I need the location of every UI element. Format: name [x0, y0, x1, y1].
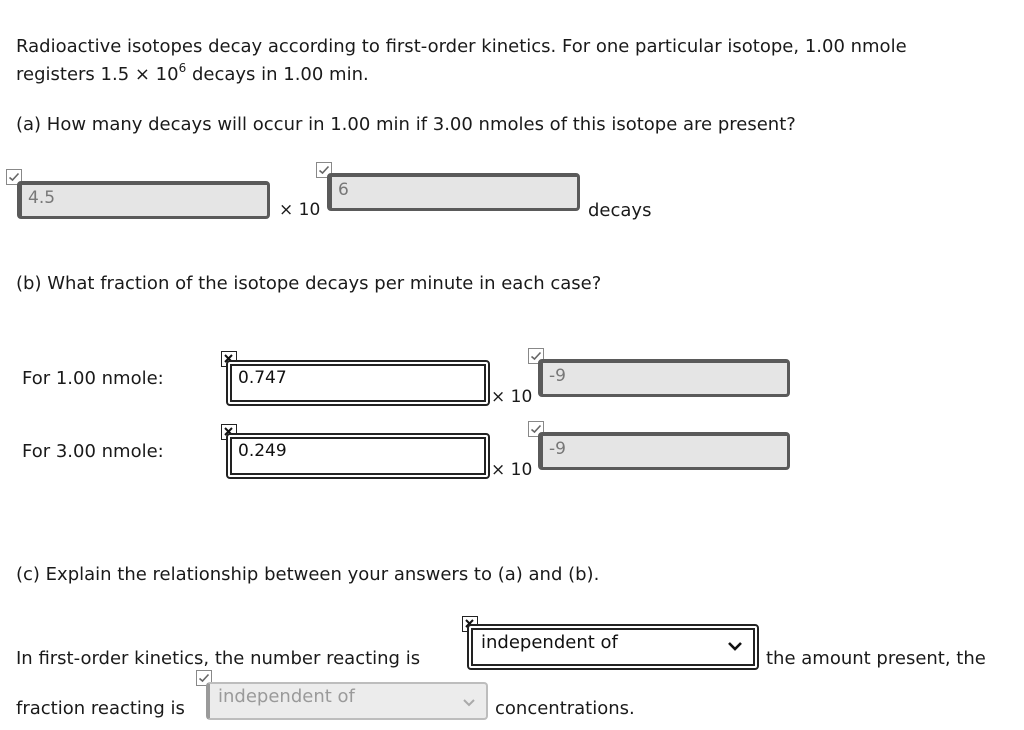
part-c-question: (c) Explain the relationship between your answers to (a) and (b).: [16, 564, 600, 585]
intro-line-1: Radioactive isotopes decay according to first-order kinetics. For one particular isotope, 1.00 nmole: [16, 36, 907, 57]
part-b-row-1-exponent-value: -9: [549, 366, 566, 386]
part-b-row-2-mantissa-value: 0.249: [238, 441, 287, 461]
part-c-select-2-value: independent of: [218, 686, 355, 707]
intro-line-2-pre: registers 1.5 × 10: [16, 64, 179, 85]
part-c-select-1[interactable]: [467, 624, 759, 670]
part-b-row-2-exponent-value: -9: [549, 439, 566, 459]
part-a-exponent-value: 6: [338, 180, 349, 200]
intro-line-2: [16, 61, 369, 89]
part-c-select-2[interactable]: [206, 682, 488, 720]
part-b-row-1-label: For 1.00 nmole:: [22, 368, 164, 389]
part-c-select-1-value: independent of: [481, 632, 618, 653]
part-a-unit: decays: [588, 200, 652, 221]
part-a-times-ten: × 10: [279, 200, 321, 220]
part-a-exponent-field[interactable]: [327, 173, 580, 211]
part-c-sentence-1-pre: In first-order kinetics, the number reacting is: [16, 648, 421, 669]
part-b-row-1-mantissa-field[interactable]: [226, 360, 490, 406]
intro-exponent: 6: [178, 61, 187, 75]
part-c-sentence-1-post: the amount present, the: [766, 648, 986, 669]
part-b-row-1-mantissa-value: 0.747: [238, 368, 287, 388]
part-c-sentence-2-pre: fraction reacting is: [16, 698, 185, 719]
part-a-mantissa-value: 4.5: [28, 188, 56, 208]
part-b-row-2-mantissa-field[interactable]: [226, 433, 490, 479]
part-b-question: (b) What fraction of the isotope decays per minute in each case?: [16, 273, 602, 294]
part-b-row-2-label: For 3.00 nmole:: [22, 441, 164, 462]
part-b-row-1-exponent-field[interactable]: [538, 359, 790, 397]
part-b-row-2-exponent-field[interactable]: [538, 432, 790, 470]
part-b-row-1-times-ten: × 10: [491, 387, 533, 407]
chevron-down-icon: [727, 636, 743, 657]
intro-line-2-post: decays in 1.00 min.: [186, 64, 369, 85]
chevron-down-icon: [462, 692, 476, 713]
part-c-sentence-2-post: concentrations.: [495, 698, 635, 719]
part-b-row-2-times-ten: × 10: [491, 460, 533, 480]
part-a-question: (a) How many decays will occur in 1.00 min if 3.00 nmoles of this isotope are present?: [16, 114, 796, 135]
part-a-mantissa-field[interactable]: [17, 181, 270, 219]
